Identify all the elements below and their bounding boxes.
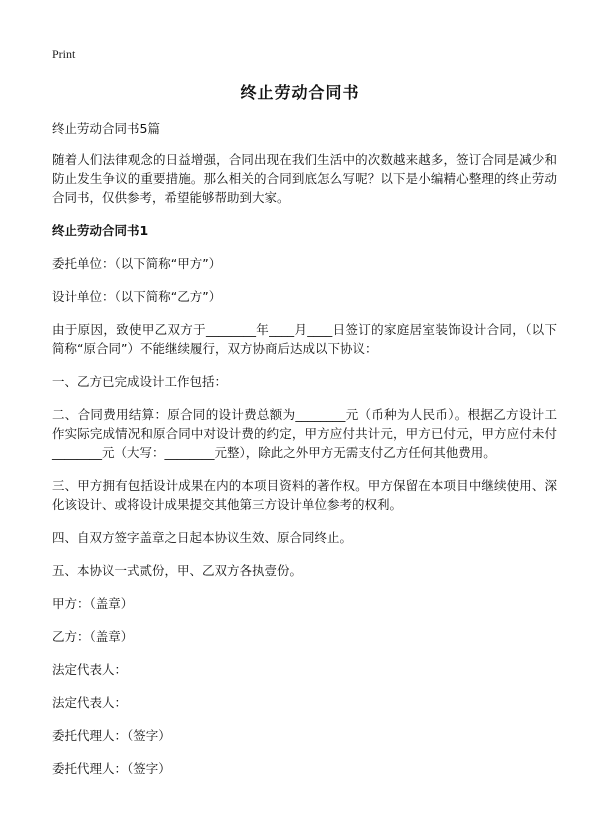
clause-5: 五、本协议一式贰份，甲、乙双方各执壹份。 <box>52 563 303 578</box>
clause-2: 二、合同费用结算：原合同的设计费总额为________元（币种为人民币）。根据乙方设计工作实际完成情况和原合同中对设计费的约定，甲方应付共计元，甲方已付元，甲方应付未付________元（大写：________元整），除此之外甲方无需支付乙方任何其他费用。 <box>52 407 557 460</box>
legal-representative-1: 法定代表人： <box>52 662 128 677</box>
intro-paragraph: 随着人们法律观念的日益增强，合同出现在我们生活中的次数越来越多，签订合同是减少和防止发生争议的重要措施。那么相关的合同到底怎么写呢？以下是小编精心整理的终止劳动合同书，仅供参考，希望能够帮助到大家。 <box>52 152 557 205</box>
document-body <box>52 119 557 792</box>
document-title: 终止劳动合同书 <box>240 83 360 102</box>
party-a-line: 委托单位：（以下简称“甲方”） <box>52 256 222 271</box>
party-b-line: 设计单位：（以下简称“乙方”） <box>52 289 222 304</box>
clause-1: 一、乙方已完成设计工作包括： <box>52 374 228 389</box>
signature-party-a: 甲方：（盖章） <box>52 596 134 611</box>
clause-3: 三、甲方拥有包括设计成果在内的本项目资料的著作权。甲方保留在本项目中继续使用、深化该设计、或将设计成果提交其他第三方设计单位参考的权利。 <box>52 478 557 512</box>
section-heading: 终止劳动合同书1 <box>52 223 149 238</box>
clause-4: 四、自双方签字盖章之日起本协议生效、原合同终止。 <box>52 530 353 545</box>
authorized-agent-2: 委托代理人：（签字） <box>52 761 171 776</box>
signature-party-b: 乙方：（盖章） <box>52 629 134 644</box>
reason-paragraph: 由于原因，致使甲乙双方于________年____月____日签订的家庭居室装饰设计合同，（以下简称“原合同”）不能继续履行，双方协商后达成以下协议： <box>52 322 557 356</box>
legal-representative-2: 法定代表人： <box>52 695 128 710</box>
document-subtitle: 终止劳动合同书5篇 <box>52 121 160 136</box>
print-link[interactable]: Print <box>52 47 76 61</box>
authorized-agent-1: 委托代理人：（签字） <box>52 728 171 743</box>
